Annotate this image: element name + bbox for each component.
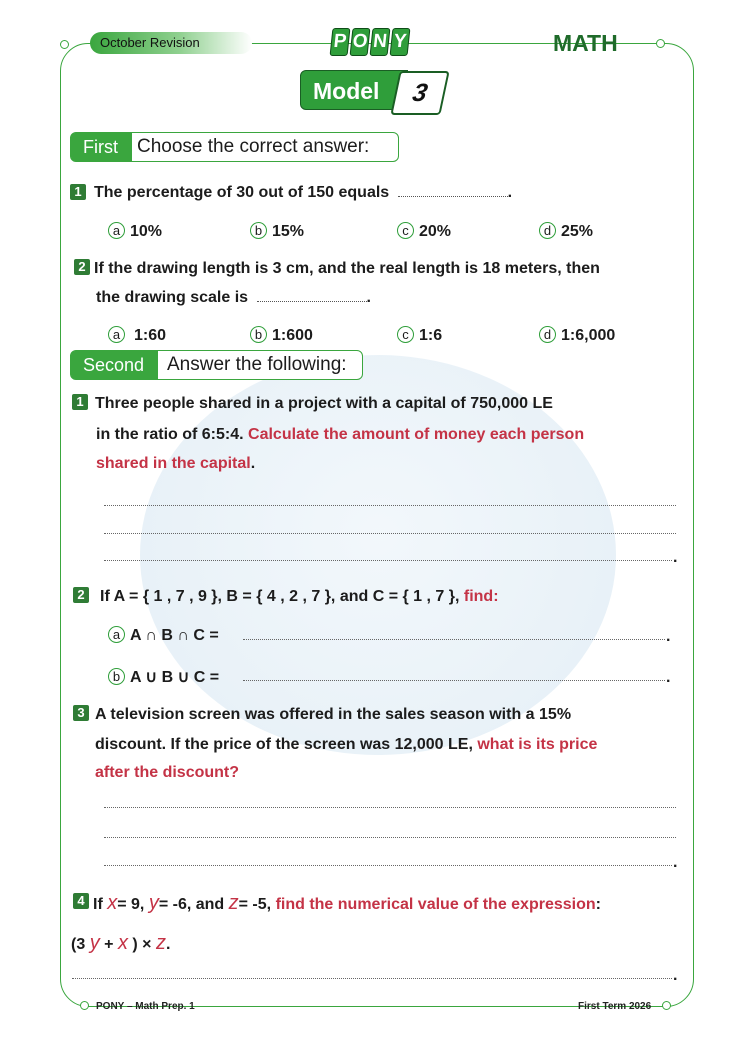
z-value: = -5, [238, 896, 272, 913]
option-letter: b [250, 326, 267, 343]
option-text: 20% [419, 223, 452, 240]
s2-q3-line1: A television screen was offered in the sales season with a 15% [95, 706, 572, 723]
question-number: 2 [73, 587, 89, 603]
question-number: 1 [70, 184, 86, 200]
writing-line[interactable] [72, 978, 672, 979]
option-text: 1:60 [134, 327, 167, 344]
var-x: x [117, 932, 128, 954]
s2-q3-line2 [95, 736, 597, 754]
period: . [673, 854, 678, 871]
question-number: 2 [74, 259, 90, 275]
footer-ring-right [662, 1001, 671, 1010]
logo-letter: O [350, 28, 371, 56]
s2-q4-text: If x= 9, y= -6, and z= -5, find the numerical value of the expression: [93, 892, 601, 914]
writing-line[interactable] [104, 837, 676, 838]
option-a[interactable] [108, 326, 166, 345]
part-b-text: A ∪ B ∪ C = [130, 669, 220, 686]
option-c[interactable] [397, 326, 442, 345]
y-value: = -6, and [158, 896, 225, 913]
option-letter: b [108, 668, 125, 685]
question-number: 4 [73, 893, 89, 909]
option-text: 25% [561, 223, 594, 240]
answer-blank [398, 184, 508, 197]
s2-q3-red: what is its price [477, 736, 598, 753]
s2-q1-line1: Three people shared in a project with a capital of 750,000 LE [95, 395, 553, 412]
s2-q1-line2 [96, 426, 584, 444]
writing-line[interactable] [104, 865, 672, 866]
var-z: z [155, 932, 166, 954]
section-second-header [70, 350, 363, 380]
option-text: 1:600 [272, 327, 313, 344]
s2-q1-line3: shared in the capital. [96, 455, 256, 472]
q4-if: If [93, 896, 103, 913]
option-text: 10% [130, 223, 163, 240]
model-label: Model [300, 70, 408, 110]
writing-line[interactable] [104, 560, 672, 561]
subject-title: MATH [553, 30, 618, 56]
var-y: y [89, 932, 100, 954]
question-2-line2: the drawing scale is . [96, 289, 371, 306]
question-1-text: The percentage of 30 out of 150 equals . [94, 184, 513, 201]
question-number: 3 [73, 705, 89, 721]
s2-q2-text [100, 588, 499, 606]
option-letter: a [108, 222, 125, 239]
s2-q3-line3 [95, 764, 239, 782]
s2-q2-part-b [108, 667, 219, 687]
answer-blank [257, 289, 367, 302]
s2-q2-sets: If A = { 1 , 7 , 9 }, B = { 4 , 2 , 7 }, and C = { 1 , 7 }, [100, 588, 460, 605]
period: . [666, 628, 671, 645]
model-number: 3 [390, 71, 449, 115]
period: . [666, 669, 671, 686]
option-letter: c [397, 222, 414, 239]
var-z: z [228, 892, 239, 914]
revision-tab: October Revision [90, 32, 252, 54]
expr-open: (3 [71, 936, 86, 953]
s2-q1-red: Calculate the amount of money each person [248, 426, 585, 443]
question-1-label: The percentage of 30 out of 150 equals [94, 184, 390, 201]
section-first-title: Choose the correct answer: [137, 136, 370, 157]
option-letter: a [108, 326, 125, 343]
model-badge [300, 70, 446, 113]
question-number: 1 [72, 394, 88, 410]
option-letter: d [539, 326, 556, 343]
answer-blank[interactable] [243, 639, 665, 640]
option-b[interactable] [250, 222, 304, 241]
section-first-header [70, 132, 399, 162]
var-x: x [107, 892, 118, 914]
expr-plus: + [104, 936, 114, 953]
option-c[interactable] [397, 222, 451, 241]
logo-letter: N [370, 28, 391, 56]
writing-line[interactable] [104, 807, 676, 808]
frame-ring-right [656, 39, 665, 48]
option-text: 15% [272, 223, 305, 240]
pony-logo [331, 28, 411, 56]
option-letter: c [397, 326, 414, 343]
option-letter: b [250, 222, 267, 239]
answer-blank[interactable] [243, 680, 665, 681]
frame-ring-left [60, 40, 69, 49]
writing-line[interactable] [104, 505, 676, 506]
logo-letter: Y [390, 28, 411, 56]
s2-q2-part-a [108, 626, 219, 645]
var-y: y [148, 892, 159, 914]
question-2-label: the drawing scale is [96, 289, 249, 306]
period: . [673, 549, 678, 566]
q4-find: find the numerical value of the expression [275, 896, 596, 913]
option-d[interactable] [539, 326, 615, 345]
question-2-line1: If the drawing length is 3 cm, and the real length is 18 meters, then [94, 260, 600, 277]
s2-q1-red: shared in the capital [96, 455, 251, 472]
option-text: 1:6,000 [561, 327, 616, 344]
footer-left: PONY – Math Prep. 1 [96, 1001, 195, 1012]
x-value: = 9, [117, 896, 145, 913]
option-b[interactable] [250, 326, 313, 345]
option-letter: d [539, 222, 556, 239]
footer-right: First Term 2026 [578, 1001, 652, 1012]
s2-q3-black: discount. If the price of the screen was 12,000 LE, [95, 736, 473, 753]
period: . [673, 967, 678, 984]
option-text: 1:6 [419, 327, 443, 344]
section-second-title: Answer the following: [167, 354, 347, 375]
section-second-label: Second [71, 351, 158, 379]
expr-close: ) × [132, 936, 152, 953]
part-a-text: A ∩ B ∩ C = [130, 627, 219, 644]
s2-q4-expression: (3 y + x ) × z. [71, 932, 171, 954]
s2-q3-red: after the discount? [95, 764, 240, 781]
logo-letter: P [330, 28, 351, 56]
option-d[interactable] [539, 222, 593, 241]
option-letter: a [108, 626, 125, 643]
option-a[interactable] [108, 222, 162, 241]
section-first-label: First [71, 133, 132, 161]
s2-q1-black: in the ratio of 6:5:4. [96, 426, 244, 443]
s2-q2-find: find: [463, 588, 499, 605]
footer-ring-left [80, 1001, 89, 1010]
writing-line[interactable] [104, 533, 676, 534]
